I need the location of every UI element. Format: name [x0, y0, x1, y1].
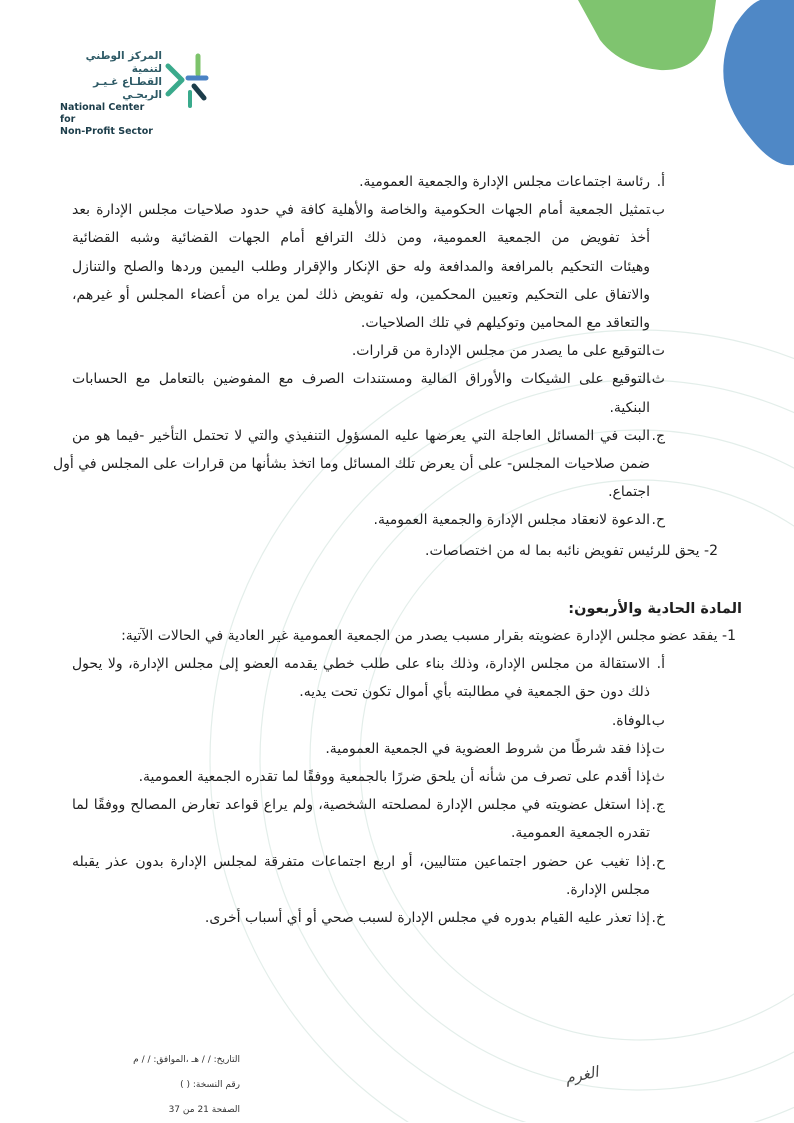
organization-logo [60, 48, 220, 137]
list-item-label: أ. [656, 656, 665, 673]
list-item-label: ج. [651, 797, 665, 814]
logo-text [60, 50, 162, 138]
article-title: المادة الحادية والأربعون: [568, 601, 742, 618]
list-item-label: ب. [647, 202, 665, 219]
list-item-line: ضمن صلاحيات المجلس- على أن يعرض تلك المسائل وما اتخذ بشأنها من قرارات على المجلس في أول [52, 456, 650, 472]
list-item-label: ت. [647, 740, 665, 757]
list-item-label: ث. [647, 371, 665, 388]
list-item-line: رئاسة اجتماعات مجلس الإدارة والجمعية العمومية. [359, 174, 650, 190]
blue-corner-shape [723, 0, 794, 165]
list-item-line: وهيئات التحكيم بالمرافعة والمدافعة وله حق الإنكار والإقرار وطلب اليمين وردها والصلح والتنازل [72, 258, 650, 275]
list-item-line: تقدره الجمعية العمومية. [510, 825, 650, 842]
list-item-label: ت. [647, 343, 665, 360]
list-item-line: البت في المسائل العاجلة التي يعرضها عليه المسؤول التنفيذي والتي لا تحتمل التأخير -فيما هو من [72, 427, 650, 444]
list-item-line: الدعوة لانعقاد مجلس الإدارة والجمعية العمومية. [373, 512, 650, 529]
list-item-line: تمثيل الجمعية أمام الجهات الحكومية والخاصة والأهلية كافة في حدود صلاحيات مجلس الإدارة بعد [72, 202, 650, 219]
list-item-line: إذا تغيب عن حضور اجتماعين متتاليين، أو اربع اجتماعات متفرقة لمجلس الإدارة بدون عذر يقبله [72, 853, 650, 870]
list-item-label: خ. [651, 910, 665, 927]
list-item-line: الوفاة. [611, 712, 650, 729]
list-item-label: ح. [651, 512, 665, 529]
list-item-line: ذلك دون حق الجمعية في مطالبته بأي أموال تكون تحت يديه. [299, 684, 650, 701]
point-1: 1- يفقد عضو مجلس الإدارة عضويته بقرار مسبب يصدر من الجمعية العمومية غير العادية في الحالات الآتية: [121, 628, 736, 645]
list-item-line: مجلس الإدارة. [565, 881, 650, 898]
list-item-label: ث. [647, 769, 665, 786]
green-corner-shape [578, 0, 716, 70]
list-item-line: الاستقالة من مجلس الإدارة، وذلك بناء على طلب خطي يقدمه العضو إلى مجلس الإدارة، ولا يحول [72, 656, 650, 673]
page-footer [60, 1048, 240, 1123]
list-item-line: إذا أقدم على تصرف من شأنه أن يلحق ضررًا بالجمعية ووفقًا لما تقدره الجمعية العمومية. [138, 769, 650, 786]
list-item-line: التوقيع على الشيكات والأوراق المالية ومستندات الصرف مع المفوضين بالتعامل مع الحسابات [72, 371, 650, 388]
list-item-label: ح. [651, 853, 665, 870]
point-2: 2- يحق للرئيس تفويض نائبه بما له من اختصاصات. [425, 542, 718, 559]
list-item-line: والتعاقد مع المحامين وتوكيلهم في تلك الصلاحيات. [360, 315, 650, 331]
list-item-line: والاتفاق على التحكيم وتعيين المحكمين، وله تفويض ذلك لمن يراه من أعضاء المجلس أو غيرهم، [72, 286, 650, 303]
footer-date: التاريخ: / / هـ ،الموافق: / / م [133, 1055, 240, 1065]
logo-en-line1: National Center for [60, 102, 145, 125]
signature: الغرم [563, 1062, 601, 1088]
list-item-line: التوقيع على ما يصدر من مجلس الإدارة من قرارات. [351, 343, 650, 360]
list-item-line: إذا تعذر عليه القيام بدوره في مجلس الإدارة لسبب صحي أو أي أسباب أخرى. [204, 910, 650, 927]
list-item-line: إذا فقد شرطًا من شروط العضوية في الجمعية العمومية. [325, 740, 650, 757]
logo-ar-line1: المركز الوطني لتنمية [85, 50, 162, 75]
footer-page-number: الصفحة 21 من 37 [168, 1105, 240, 1115]
list-item-line: إذا استغل عضويته في مجلس الإدارة لمصلحته الشخصية، ولم يراع قواعد تعارض المصالح ووفقًا لما [72, 797, 650, 814]
list-item-label: أ. [656, 174, 665, 190]
list-item-label: ب. [647, 712, 665, 729]
list-item-line: أخذ تفويض من الجمعية العمومية، ومن ذلك الترافع أمام الجهات القضائية وشبه القضائية [72, 230, 650, 247]
logo-mark-icon [164, 52, 210, 112]
footer-copy-number: رقم النسخة: ( ) [180, 1080, 240, 1090]
list-item-line: اجتماع. [608, 484, 650, 501]
logo-ar-line2: القطـاع غـيـر الربحـي [93, 76, 162, 101]
list-item-label: ج. [651, 427, 665, 444]
logo-en-line2: Non-Profit Sector [60, 126, 153, 137]
list-item-line: البنكية. [609, 399, 650, 416]
